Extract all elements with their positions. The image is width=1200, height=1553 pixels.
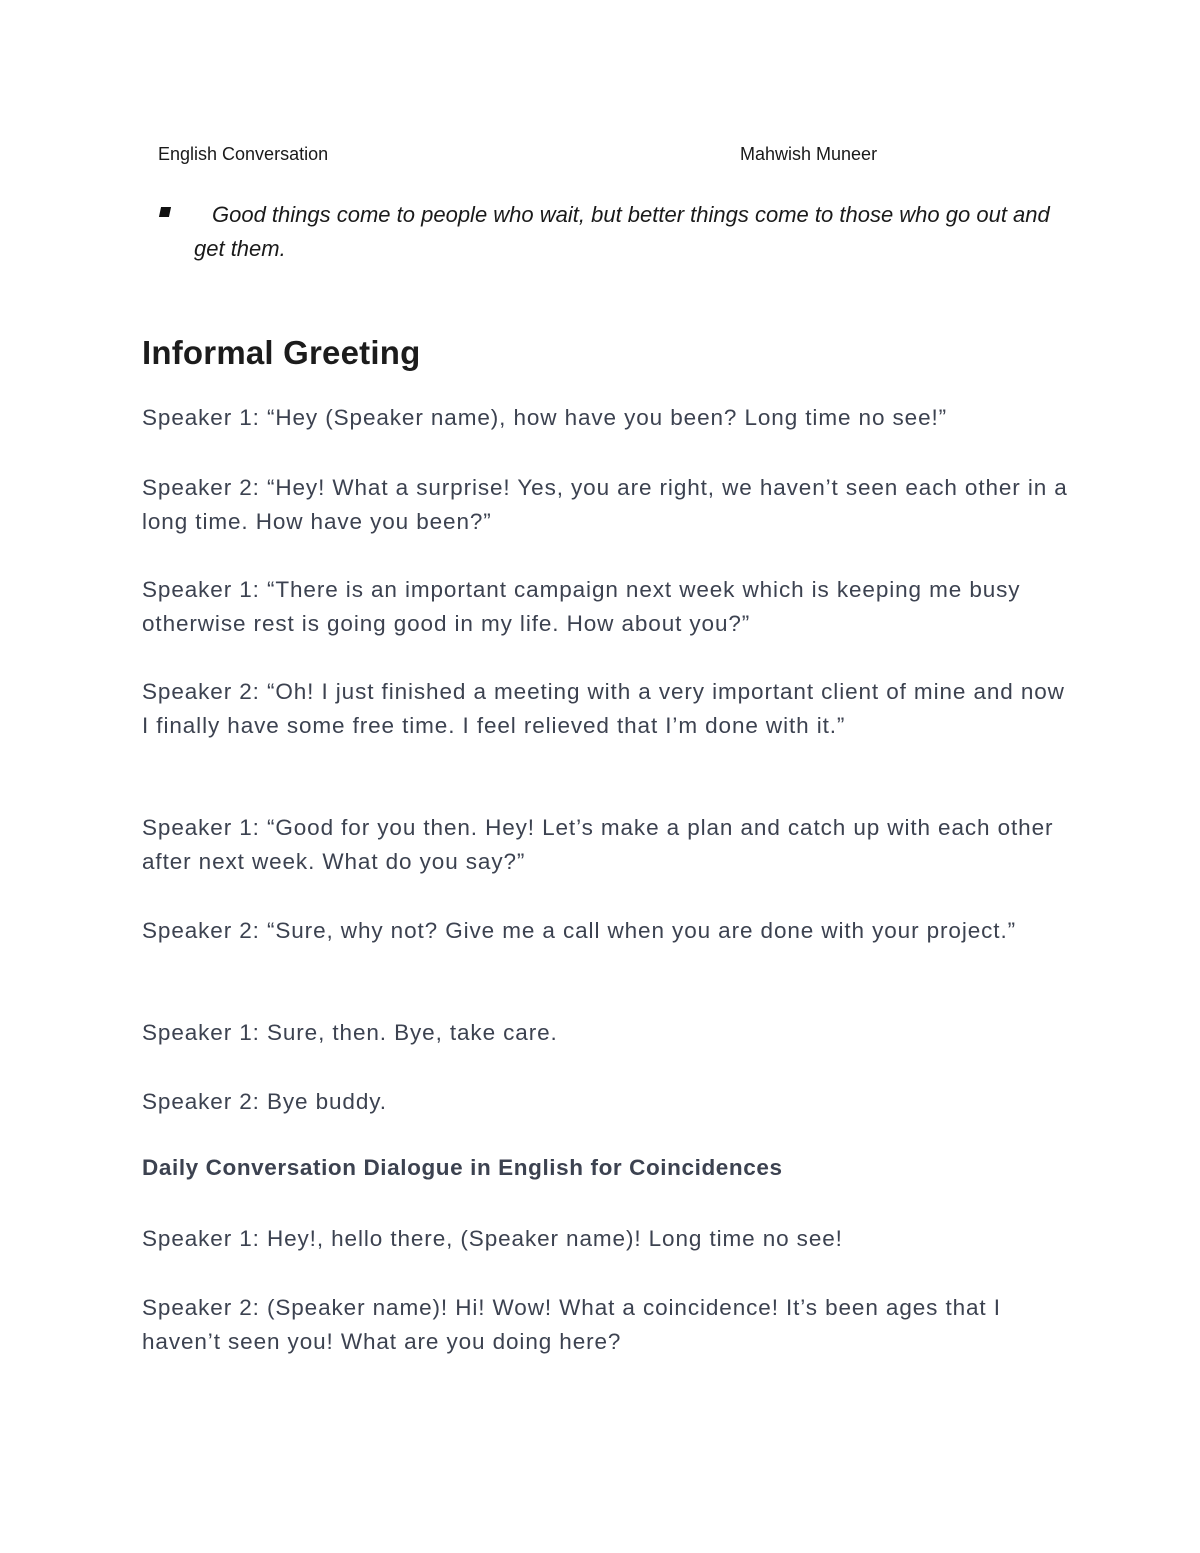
section-heading-informal-greeting: Informal Greeting: [142, 334, 421, 371]
dialogue-line: Speaker 1: Sure, then. Bye, take care.: [142, 1020, 558, 1045]
dialogue-line: Speaker 2: Bye buddy.: [142, 1089, 387, 1114]
dialogue-line: Speaker 1: “Good for you then. Hey! Let’s make a plan and catch up with each other after next week. What do you say?”: [142, 815, 1054, 874]
dialogue-line: Speaker 2: “Hey! What a surprise! Yes, you are right, we haven’t seen each other in a long time. How have you been?”: [142, 475, 1068, 534]
page-header: [158, 144, 918, 168]
dialogue-line: Speaker 2: “Sure, why not? Give me a call when you are done with your project.”: [142, 918, 1017, 943]
bullet-icon: [159, 207, 171, 217]
dialogue-line: Speaker 1: “There is an important campaign next week which is keeping me busy otherwise rest is going good in my life. How about you?”: [142, 577, 1021, 636]
quote-text: Good things come to people who wait, but better things come to those who go out and get them.: [194, 202, 1050, 261]
dialogue-line: Speaker 2: (Speaker name)! Hi! Wow! What a coincidence! It’s been ages that I haven’t seen you! What are you doing here?: [142, 1295, 1001, 1354]
dialogue-line: Speaker 1: Hey!, hello there, (Speaker name)! Long time no see!: [142, 1226, 843, 1251]
dialogue-line: Speaker 2: “Oh! I just finished a meeting with a very important client of mine and now I finally have some free time. I feel relieved that I’m done with it.”: [142, 679, 1065, 738]
header-author: Mahwish Muneer: [740, 144, 878, 164]
section-heading-coincidences: Daily Conversation Dialogue in English for Coincidences: [142, 1155, 783, 1180]
dialogue-line: Speaker 1: “Hey (Speaker name), how have you been? Long time no see!”: [142, 405, 948, 430]
quote-block: [160, 198, 1060, 266]
header-title: English Conversation: [158, 144, 329, 164]
